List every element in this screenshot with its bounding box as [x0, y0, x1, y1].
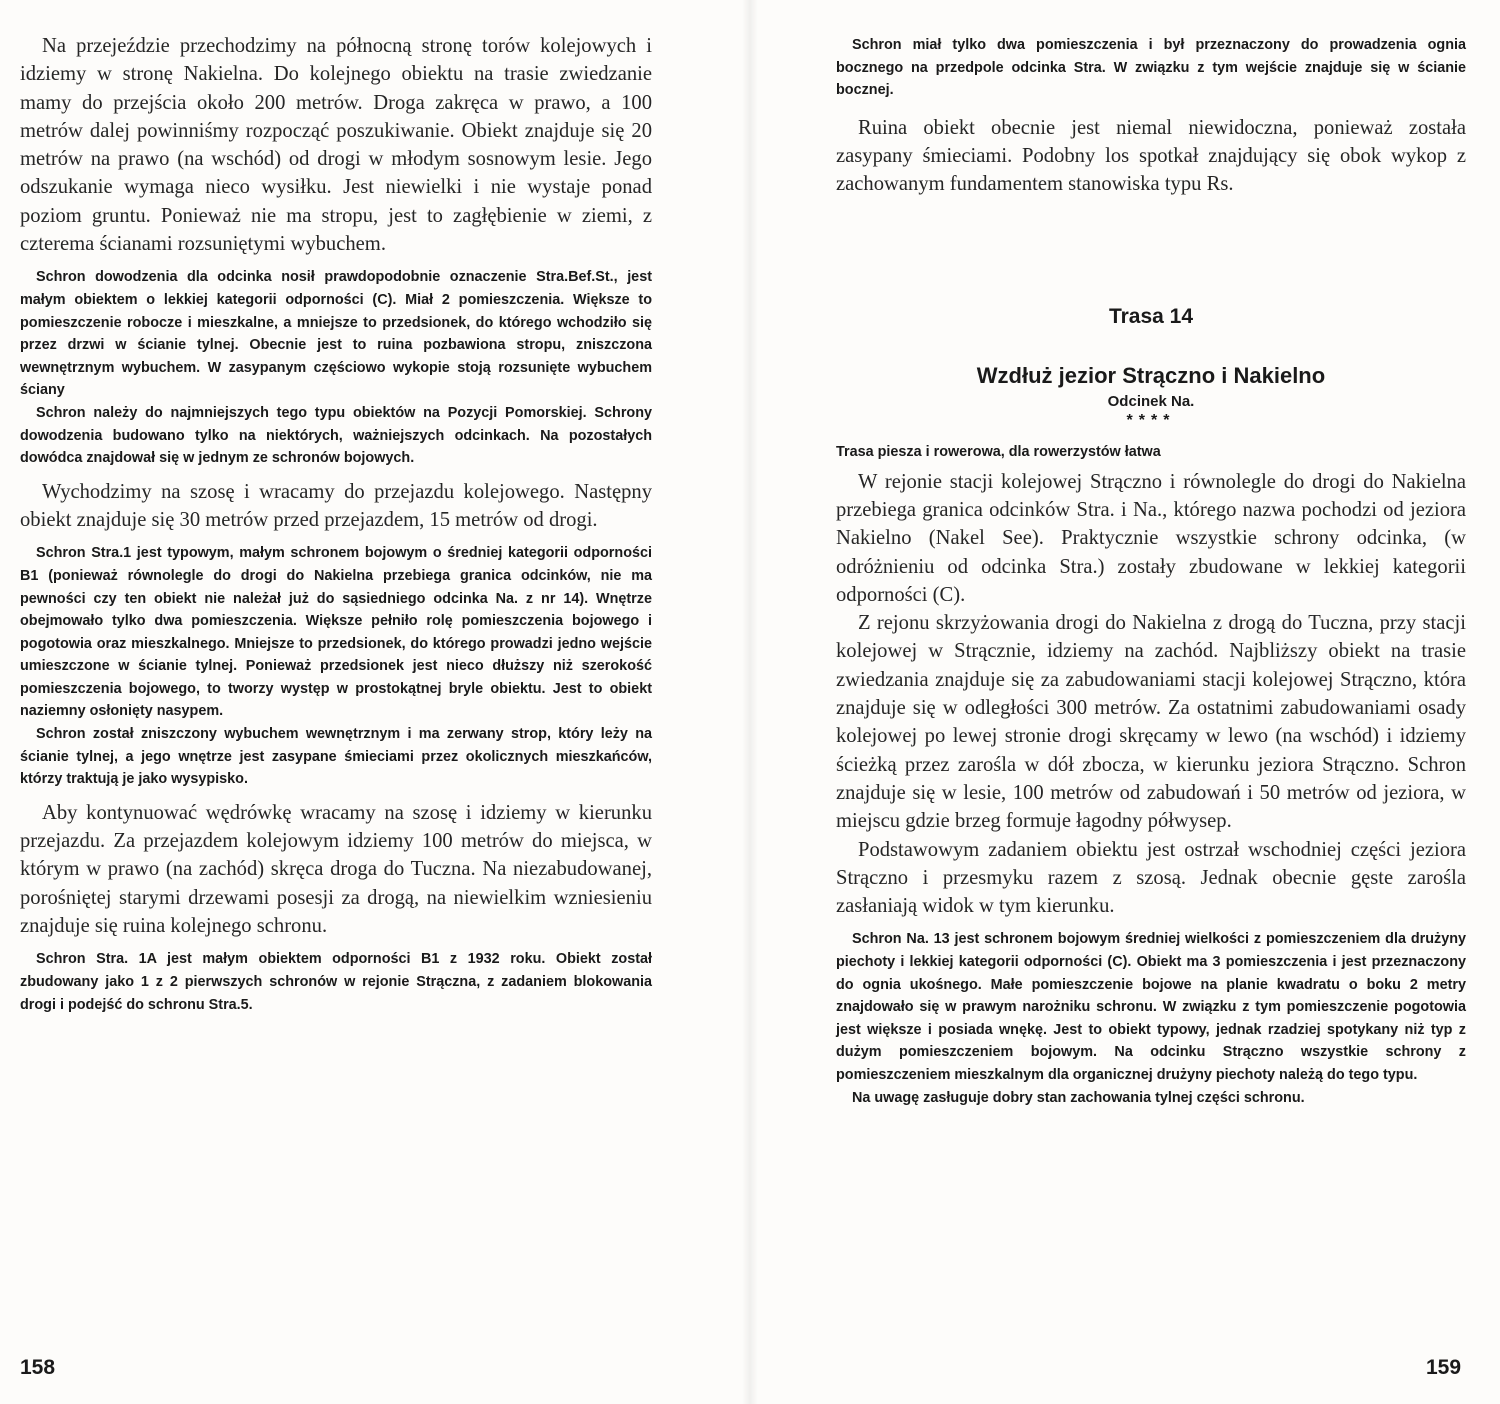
- right-text-column: [836, 34, 1466, 1109]
- bunker-description: Schron Stra. 1A jest małym obiektem odporności B1 z 1932 roku. Obiekt został zbudowany jako 1 z 2 pierwszych schronów w rejonie Strączna, z zadaniem blokowania drogi i podejść do schronu Stra.5.: [20, 951, 652, 1013]
- paragraph: Podstawowym zadaniem obiektu jest ostrzał wschodniej części jeziora Strączno i przesmyku razem z szosą. Jednak obecnie gęste zarośla zasłaniają widok w tym kierunku.: [836, 838, 1466, 918]
- page-number: 159: [1426, 1356, 1462, 1379]
- left-text-column: [20, 32, 652, 1016]
- paragraph: Wychodzimy na szosę i wracamy do przejazdu kolejowego. Następny obiekt znajduje się 30 metrów przed przejazdem, 15 metrów od drogi.: [20, 480, 652, 532]
- bunker-description: Schron Stra.1 jest typowym, małym schronem bojowym o średniej kategorii odporności B1 (ponieważ równolegle do drogi do Nakielna przebiega granica odcinków, nie ma pewności czy ten obiekt nie należał już do sąsiedniego odcinka Na. z nr 14). Wnętrze obejmowało tylko dwa pomieszczenia. Większe pełniło rolę pomieszczenia bojowego i pogotowia oraz mieszkalnego. Mniejsze to przedsionek, do którego prowadzi jedno wejście umieszczone w ścianie tylnej. Ponieważ przedsionek jest nieco dłuższy niż szerokość pomieszczenia bojowego, to tworzy występ w prostokątnej bryle obiektu. Jest to obiekt naziemny osłonięty nasypem.: [20, 545, 652, 720]
- route-title: Trasa 14: [1108, 304, 1194, 328]
- bunker-description: Schron Na. 13 jest schronem bojowym średniej wielkości z pomieszczeniem dla drużyny piechoty i lekkiej kategorii odporności (C). Obiekt ma 3 pomieszczenia i jest przeznaczony do ognia ukośnego. Małe pomieszczenie bojowe na planie kwadratu o boku 2 metry znajdowało się w prawym narożniku schronu. W związku z tym pomieszczenie pogotowia jest większe i posiada wnękę. Jest to obiekt typowy, jednak rzadziej spotykany niż typ z dużym pomieszczeniem bojowym. Na odcinku Strączno wszystkie schrony z pomieszczeniem mieszkalnym dla organicznej drużyny piechoty należą do tego typu.: [836, 931, 1466, 1083]
- difficulty-stars: ****: [1126, 411, 1176, 429]
- right-page: [750, 0, 1500, 1404]
- page-number: 158: [20, 1356, 56, 1379]
- bunker-description: Schron został zniszczony wybuchem wewnętrznym i ma zerwany strop, który leży na ścianie tylnej, a jego wnętrze jest zasypane śmieciami przez okolicznych mieszkańców, którzy traktują je jako wysypisko.: [20, 726, 652, 788]
- bunker-description: Schron miał tylko dwa pomieszczenia i był przeznaczony do prowadzenia ognia bocznego na przedpole odcinka Stra. W związku z tym wejście znajduje się w ścianie bocznej.: [836, 37, 1466, 99]
- bunker-description: Schron należy do najmniejszych tego typu obiektów na Pozycji Pomorskiej. Schrony dowodzenia budowano tylko na niektórych, ważniejszych odcinkach. Na pozostałych dowódca znajdował się w jednym ze schronów bojowych.: [20, 404, 652, 467]
- paragraph: Aby kontynuować wędrówkę wracamy na szosę i idziemy w kierunku przejazdu. Za przejazdem kolejowym idziemy 100 metrów do miejsca, w którym w prawo (na zachód) skręca droga do Tuczna. Na niezabudowanej, porośniętej starymi drzewami posesji za drogą, na niewielkim wzniesieniu znajduje się ruina kolejnego schronu.: [20, 801, 652, 938]
- paragraph: W rejonie stacji kolejowej Strączno i równolegle do drogi do Nakielna przebiega granica odcinków Stra. i Na., którego nazwa pochodzi od jeziora Nakielno (Nakel See). Praktycznie wszystkie schrony odcinka, (w odróżnieniu od odcinka Stra.) zostały zbudowane w lekkiej kategorii odporności (C).: [836, 470, 1466, 606]
- paragraph: Na przejeździe przechodzimy na północną stronę torów kolejowych i idziemy w stronę Nakielna. Do kolejnego obiektu na trasie zwiedzanie mamy do przejścia około 200 metrów. Droga zakręca w prawo, a 100 metrów dalej powinniśmy rozpocząć poszukiwanie. Obiekt znajduje się 20 metrów na prawo (na wschód) od drogi w młodym sosnowym lesie. Jego odszukanie wymaga nieco wysiłku. Jest niewielki i nie wystaje ponad poziom gruntu. Ponieważ nie ma stropu, jest to zagłębienie w ziemi, z czterema ścianami rozsuniętymi wybuchem.: [20, 35, 652, 256]
- route-subtitle: Wzdłuż jezior Strączno i Nakielno: [976, 362, 1326, 388]
- section-name: Odcinek Na.: [1107, 392, 1195, 410]
- route-type: Trasa piesza i rowerowa, dla rowerzystów łatwa: [836, 443, 1161, 460]
- paragraph: Ruina obiekt obecnie jest niemal niewidoczna, ponieważ została zasypany śmieciami. Podobny los spotkał znajdujący się obok wykop z zachowanym fundamentem stanowiska typu Rs.: [836, 116, 1466, 196]
- bunker-description: Na uwagę zasługuje dobry stan zachowania tylnej części schronu.: [852, 1089, 1305, 1106]
- bunker-description: Schron dowodzenia dla odcinka nosił prawdopodobnie oznaczenie Stra.Bef.St., jest małym obiektem o lekkiej kategorii odporności (C). Miał 2 pomieszczenia. Większe to pomieszczenie robocze i mieszkalne, a mniejsze to przedsionek, do którego wchodziło się przez drzwi w ścianie tylnej. Obecnie jest to ruina pozbawiona stropu, zniszczona wewnętrznym wybuchem. W zasypanym częściowo wykopie stoją rozsunięte wybuchem ściany: [20, 269, 652, 399]
- paragraph: Z rejonu skrzyżowania drogi do Nakielna z drogą do Tuczna, przy stacji kolejowej w Strącznie, idziemy na zachód. Najbliższy obiekt na trasie zwiedzania znajduje się za zabudowaniami stacji kolejowej Strączno, która znajduje się w odległości 300 metrów. Za ostatnimi zabudowaniami osady kolejowej po lewej stronie drogi skręcamy w lewo (na wschód) i idziemy ścieżką przez zarośla w dół zbocza, w kierunku jeziora Strączno. Schron znajduje się w lesie, 100 metrów od zabudowań i 50 metrów od jeziora, w miejscu gdzie brzeg formuje łagodny półwysep.: [836, 612, 1466, 833]
